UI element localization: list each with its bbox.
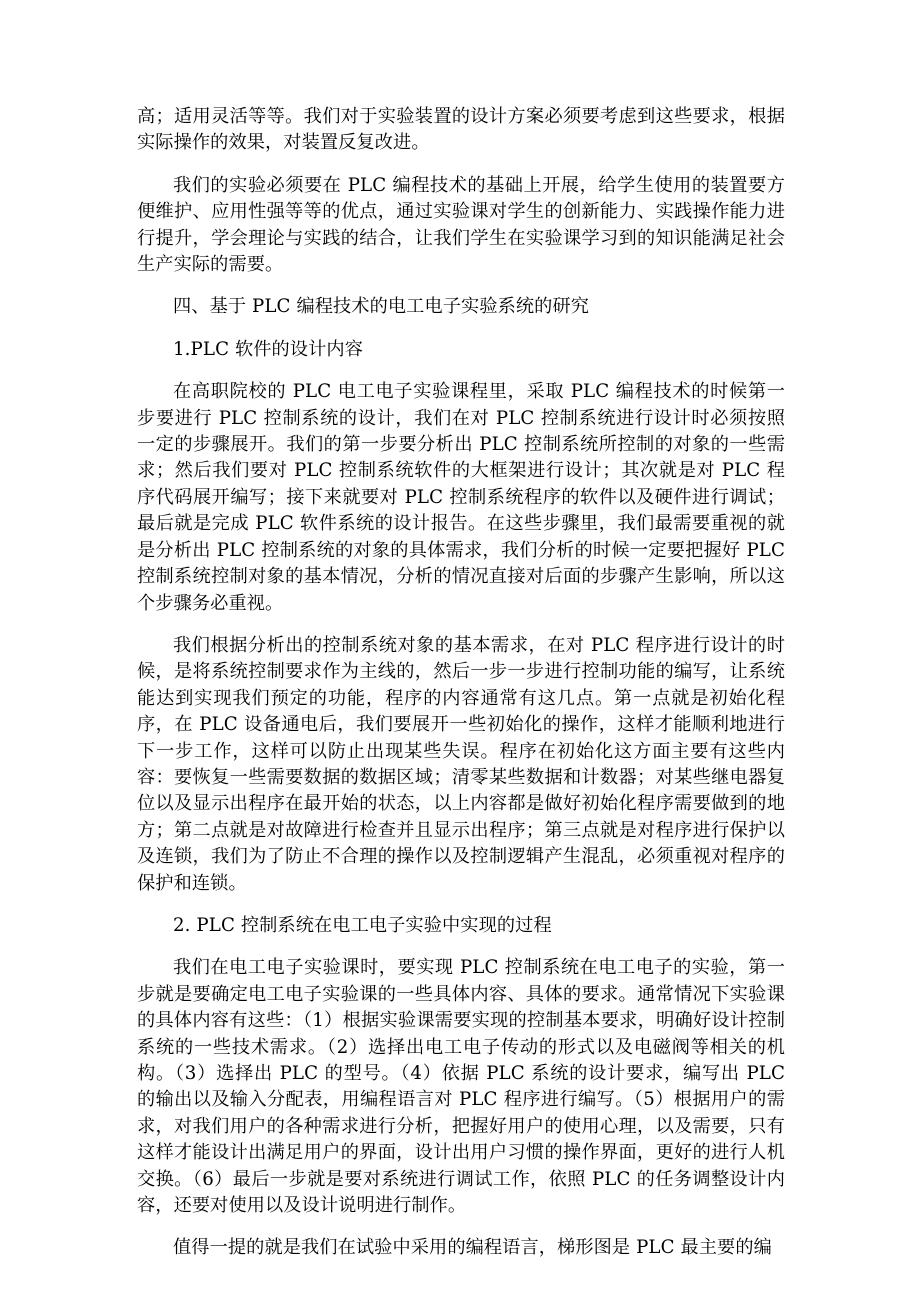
paragraph-gap xyxy=(137,321,785,337)
paragraph-gap xyxy=(137,897,785,913)
paragraph-gap xyxy=(137,939,785,955)
subsection-heading: 1.PLC 软件的设计内容 xyxy=(173,338,363,360)
subsection-heading: 2. PLC 控制系统在电工电子实验中实现的过程 xyxy=(173,914,552,936)
paragraph: 高；适用灵活等等。我们对于实验装置的设计方案必须要考虑到这些要求，根据实际操作的效果，对装置反复改进。 xyxy=(137,106,785,154)
paragraph: 我们根据分析出的控制系统对象的基本需求，在对 PLC 程序进行设计的时候，是将系统控制要求作为主线的，然后一步一步进行控制功能的编写，让系统能达到实现我们预定的功能，程序的内容通常有这几点。第一点就是初始化程序，在 PLC 设备通电后，我们要展开一些初始化的操作，这样才能顺利地进行下一步工作，这样可以防止出现某些失误。程序在初始化这方面主要有这些内容：要恢复一些需要数据的数据区域；清零某些数据和计数器；对某些继电器复位以及显示出程序在最开始的状态，以上内容都是做好初始化程序需要做到的地方；第二点就是对故障进行检查并且显示出程序；第三点就是对程序进行保护以及连锁，我们为了防止不合理的操作以及控制逻辑产生混乱，必须重视对程序的保护和连锁。 xyxy=(137,634,785,894)
paragraph: 我们的实验必须要在 PLC 编程技术的基础上开展，给学生使用的装置要方便维护、应用性强等等的优点，通过实验课对学生的创新能力、实践操作能力进行提升，学会理论与实践的结合，让我们学生在实验课学习到的知识能满足社会生产实际的需要。 xyxy=(137,174,785,276)
paragraph-gap xyxy=(137,157,785,173)
section-heading: 四、基于 PLC 编程技术的电工电子实验系统的研究 xyxy=(173,296,590,318)
document-page xyxy=(137,104,785,1262)
paragraph-gap xyxy=(137,278,785,294)
paragraph: 我们在电工电子实验课时，要实现 PLC 控制系统在电工电子的实验，第一步就是要确定电工电子实验课的一些具体内容、具体的要求。通常情况下实验课的具体内容有这些：（1）根据实验课需要实现的控制基本要求，明确好设计控制系统的一些技术需求。（2）选择出电工电子传动的形式以及电磁阀等相关的机构。（3）选择出 PLC 的型号。（4）依据 PLC 系统的设计要求，编写出 PLC 的输出以及输入分配表，用编程语言对 PLC 程序进行编写。（5）根据用户的需求，对我们用户的各种需求进行分析，把握好用户的使用心理，以及需要，只有这样才能设计出满足用户的界面，设计出用户习惯的操作界面，更好的进行人机交换。（6）最后一步就是要对系统进行调试工作，依照 PLC 的任务调整设计内容，还要对使用以及设计说明进行制作。 xyxy=(137,957,785,1217)
paragraph-gap xyxy=(137,617,785,633)
paragraph-gap xyxy=(137,1219,785,1235)
paragraph-gap xyxy=(137,363,785,379)
paragraph: 在高职院校的 PLC 电工电子实验课程里，采取 PLC 编程技术的时候第一步要进行 PLC 控制系统的设计，我们在对 PLC 控制系统进行设计时必须按照一定的步骤展开。我们的第一步要分析出 PLC 控制系统所控制的对象的一些需求；然后我们要对 PLC 控制系统软件的大框架进行设计；其次就是对 PLC 程序代码展开编写；接下来就要对 PLC 控制系统程序的软件以及硬件进行调试；最后就是完成 PLC 软件系统的设计报告。在这些步骤里，我们最需要重视的就是分析出 PLC 控制系统的对象的具体需求，我们分析的时候一定要把握好 PLC 控制系统控制对象的基本情况，分析的情况直接对后面的步骤产生影响，所以这个步骤务必重视。 xyxy=(137,381,785,614)
paragraph: 值得一提的就是我们在试验中采用的编程语言，梯形图是 PLC 最主要的编 xyxy=(173,1237,772,1259)
